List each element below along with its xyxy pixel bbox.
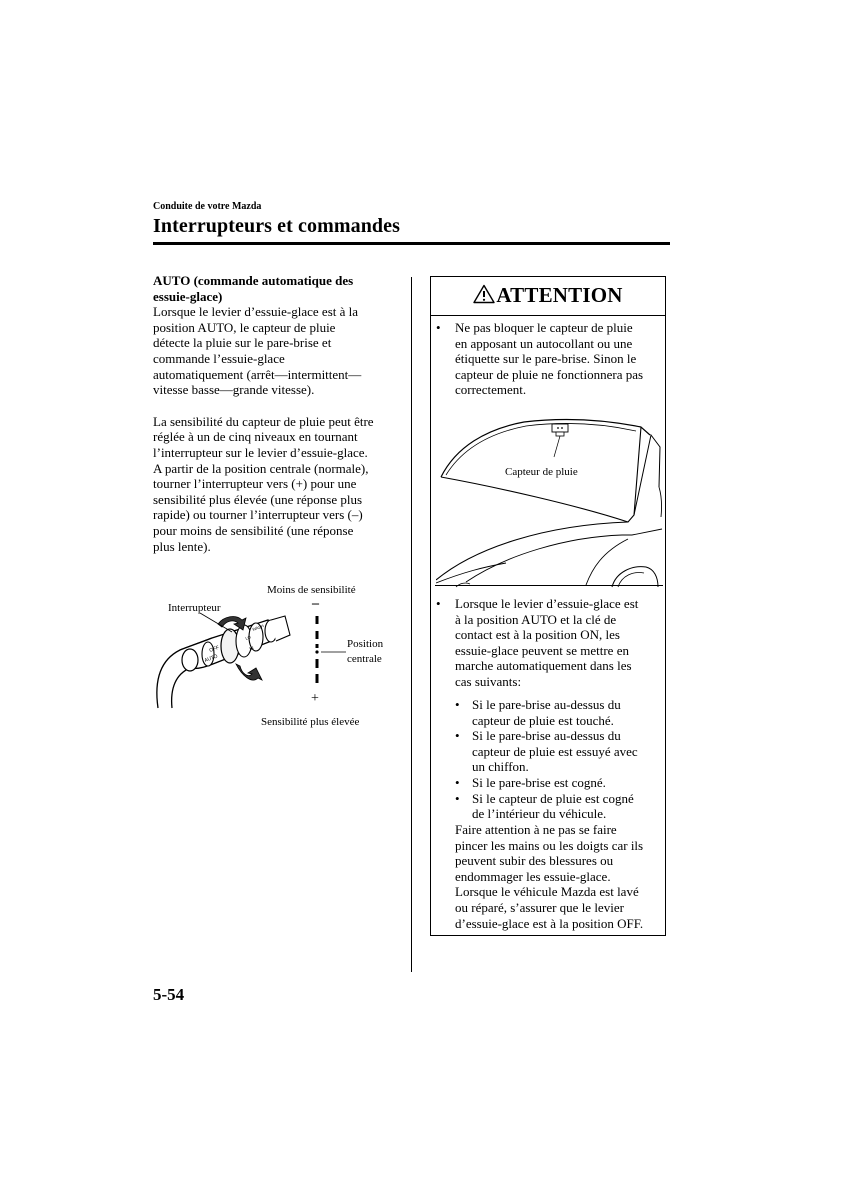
text-line: capteur de pluie est touché. (472, 712, 614, 728)
column-divider (411, 277, 412, 972)
label-switch: Interrupteur (168, 602, 221, 614)
attention-title (473, 283, 622, 307)
attention-bullet-1 (436, 320, 662, 400)
text-line: Si le pare-brise est cogné. (472, 774, 606, 790)
text-line: pincer les mains ou les doigts car ils (455, 837, 644, 853)
rain-sensor-figure (436, 407, 664, 589)
svg-text:OFF: OFF (208, 644, 221, 654)
text-line: position AUTO, le capteur de pluie (153, 319, 336, 335)
left-column (153, 273, 393, 554)
attention-closing-text (455, 822, 665, 931)
section-label: Conduite de votre Mazda (153, 201, 262, 212)
text-line: rapide) ou tourner l’interrupteur vers (–) (153, 507, 363, 523)
svg-text:HI: HI (248, 644, 255, 651)
sensitivity-switch-figure (150, 580, 390, 730)
text-line: commande l’essuie-glace (153, 350, 285, 366)
windshield-illustration (436, 407, 664, 589)
sign-minus: – (312, 596, 319, 611)
text-line: Faire attention à ne pas se faire (455, 822, 617, 837)
label-less-sensitivity: Moins de sensibilité (267, 584, 356, 596)
text-line: endommager les essuie-glace. (455, 868, 611, 884)
text-line: ou réparé, s’assurer que le levier (455, 899, 624, 915)
page-title: Interrupteurs et commandes (153, 215, 401, 237)
bullet-text (455, 596, 665, 690)
text-line: automatiquement (arrêt—intermittent— (153, 366, 362, 382)
text-line: La sensibilité du capteur de pluie peut être (153, 413, 374, 429)
attention-header (431, 277, 665, 316)
sub-list-item (455, 697, 660, 728)
text-line: plus lente). (153, 538, 211, 554)
sub-list-item (455, 728, 660, 775)
text-line: tourner l’interrupteur vers (+) pour une (153, 476, 357, 492)
text-line: cas suivants: (455, 673, 522, 689)
sub-list-item (455, 791, 660, 822)
attention-bullet-2 (436, 596, 662, 696)
bullet-dot: • (455, 790, 460, 806)
title-rule (153, 242, 670, 245)
auto-heading-line: AUTO (commande automatique des (153, 273, 354, 288)
text-line: marche automatiquement dans les (455, 658, 632, 674)
text-line: Lorsque le véhicule Mazda est lavé (455, 884, 639, 900)
attention-title-text: ATTENTION (496, 283, 623, 307)
text-line: Lorsque le levier d’essuie-glace est à la (153, 304, 359, 320)
bullet-dot: • (436, 596, 441, 611)
label-more-sensitivity: Sensibilité plus élevée (261, 716, 360, 728)
label-rain-sensor: Capteur de pluie (505, 466, 578, 478)
text-line: contact est à la position ON, les (455, 627, 620, 643)
text-line: pour moins de sensibilité (une réponse (153, 522, 354, 538)
text-line: capteur de pluie ne fonctionnera pas (455, 366, 644, 382)
text-line: capteur de pluie est essuyé avec (472, 743, 638, 759)
label-position: Position (347, 638, 384, 650)
text-line: Si le capteur de pluie est cogné (472, 790, 634, 806)
warning-triangle-icon (473, 284, 495, 304)
auto-heading-line: essuie-glace) (153, 288, 223, 304)
text-line: réglée à un de cinq niveaux en tournant (153, 429, 358, 445)
text-line: étiquette sur le pare-brise. Sinon le (455, 351, 637, 367)
text-line: Lorsque le levier d’essuie-glace est (455, 596, 639, 611)
bullet-dot: • (455, 728, 460, 744)
bullet-dot: • (436, 320, 441, 335)
label-central: centrale (347, 653, 382, 665)
text-line: correctement. (455, 382, 527, 398)
text-line: Si le pare-brise au-dessus du (472, 697, 621, 712)
text-line: Si le pare-brise au-dessus du (472, 728, 621, 744)
text-line: à la position AUTO et la clé de (455, 611, 617, 627)
attention-box (430, 276, 666, 936)
text-line: A partir de la position centrale (normale), (153, 460, 369, 476)
text-line: en apposant un autocollant ou une (455, 335, 633, 351)
svg-text:LO: LO (244, 634, 252, 641)
page-number: 5-54 (153, 985, 185, 1004)
text-line: de l’intérieur du véhicule. (472, 806, 607, 822)
svg-text:AUTO: AUTO (203, 653, 219, 664)
sign-plus: + (311, 691, 319, 706)
bullet-text (455, 320, 665, 398)
auto-paragraph-2 (153, 414, 393, 554)
bullet-dot: • (455, 697, 460, 712)
text-line: détecte la pluie sur le pare-brise et (153, 335, 332, 351)
auto-heading (153, 273, 393, 304)
text-line: d’essuie-glace est à la position OFF. (455, 915, 644, 931)
sub-list (455, 697, 660, 822)
bullet-dot: • (455, 774, 460, 790)
text-line: essuie-glace peuvent se mettre en (455, 642, 629, 658)
text-line: vitesse basse—grande vitesse). (153, 382, 315, 398)
text-line: peuvent subir des blessures ou (455, 853, 614, 869)
text-line: sensibilité plus élevée (une réponse plus (153, 491, 363, 507)
sub-list-item (455, 775, 660, 791)
svg-text:WASH: WASH (251, 623, 265, 632)
text-line: Ne pas bloquer le capteur de pluie (455, 320, 633, 335)
figure-baseline (435, 585, 663, 586)
text-line: l’interrupteur sur le levier d’essuie-glace. (153, 444, 368, 460)
auto-paragraph-1 (153, 304, 393, 398)
text-line: un chiffon. (472, 759, 529, 775)
